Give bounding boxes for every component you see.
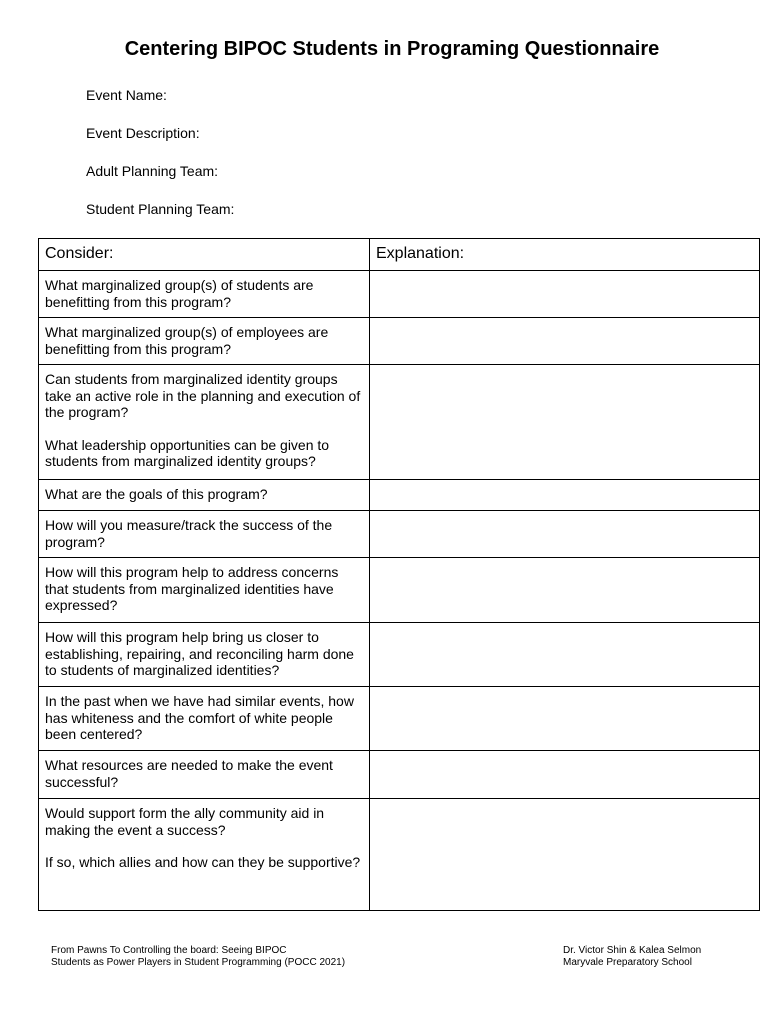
footer-credit-right [563,945,701,969]
footer-right-line: Dr. Victor Shin & Kalea Selmon [563,945,702,956]
explanation-cell[interactable] [370,480,760,511]
explanation-cell[interactable] [370,511,760,558]
question-text: How will this program help to address concerns that students from marginalized identities have expressed? [45,564,339,613]
explanation-cell[interactable] [370,365,760,480]
table-row [39,687,760,751]
question-text: What leadership opportunities can be given to students from marginalized identity groups? [45,436,330,469]
explanation-cell[interactable] [370,799,760,911]
event-description-label: Event Description: [86,125,200,141]
explanation-cell[interactable] [370,271,760,318]
explanation-cell[interactable] [370,623,760,687]
question-text: In the past when we have had similar events, how has whiteness and the comfort of white people been centered? [45,693,354,742]
table-row [39,751,760,799]
table-row [39,318,760,365]
explanation-header: Explanation: [370,239,760,271]
question-text: How will you measure/track the success of the program? [45,517,333,550]
table-row [39,799,760,911]
question-text: If so, which allies and how can they be supportive? [45,854,361,870]
table-row [39,558,760,623]
footer-credit-left [51,945,345,969]
question-cell [39,365,370,480]
table-row [39,511,760,558]
table-row [39,480,760,511]
question-cell [39,751,370,799]
footer-right-line: Maryvale Preparatory School [563,957,692,968]
event-name-label: Event Name: [86,87,167,103]
table-row [39,623,760,687]
footer-left-line: Students as Power Players in Student Programming (POCC 2021) [51,957,346,968]
page-title: Centering BIPOC Students in Programing Questionnaire [124,38,660,60]
question-text: What marginalized group(s) of employees are benefitting from this program? [45,324,329,357]
question-text: What resources are needed to make the event successful? [45,757,333,790]
footer-left-line: From Pawns To Controlling the board: Seeing BIPOC [51,945,287,956]
explanation-cell[interactable] [370,751,760,799]
adult-planning-team-label: Adult Planning Team: [86,163,219,179]
question-text: What marginalized group(s) of students are benefitting from this program? [45,277,314,310]
question-cell [39,799,370,911]
question-cell [39,558,370,623]
explanation-cell[interactable] [370,687,760,751]
question-text: What are the goals of this program? [45,486,268,502]
student-planning-team-label: Student Planning Team: [86,201,235,217]
question-cell [39,271,370,318]
consider-header: Consider: [39,239,370,271]
question-cell [39,480,370,511]
question-text: Can students from marginalized identity groups take an active role in the planning and execution of the program? [45,371,361,420]
question-cell [39,318,370,365]
question-cell [39,511,370,558]
explanation-cell[interactable] [370,318,760,365]
table-row [39,365,760,480]
question-cell [39,623,370,687]
explanation-cell[interactable] [370,558,760,623]
question-cell [39,687,370,751]
questionnaire-table [38,238,760,911]
table-row [39,271,760,318]
question-text: How will this program help bring us closer to establishing, repairing, and reconciling harm done to students of marginalized identities? [45,629,354,678]
question-text: Would support form the ally community aid in making the event a success? [45,805,325,838]
table-header-row [39,239,760,271]
